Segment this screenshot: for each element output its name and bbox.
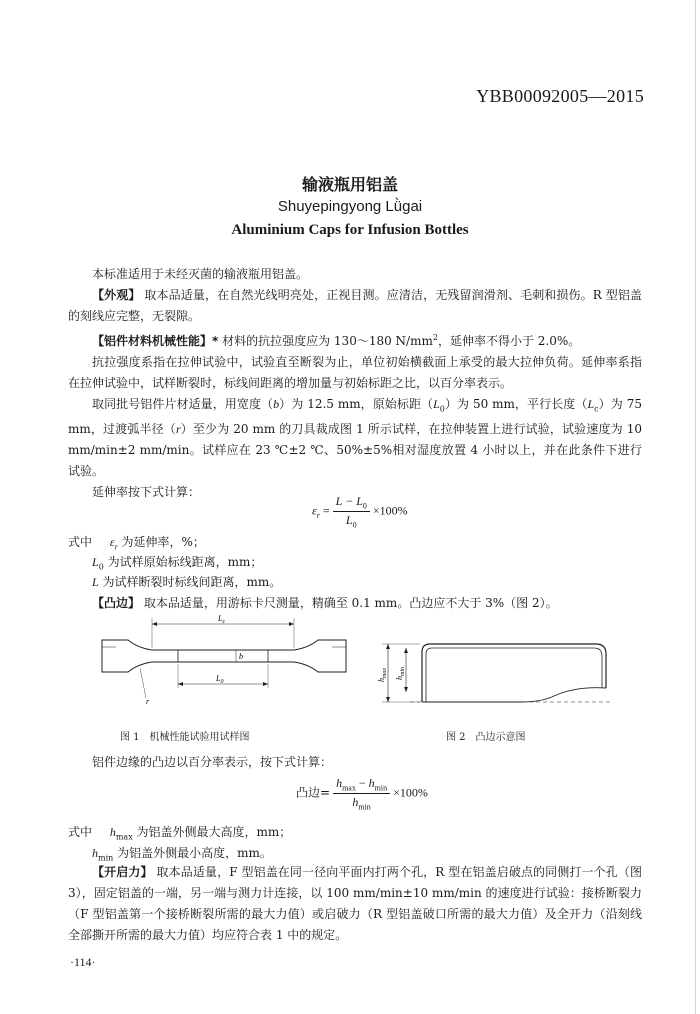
where2-text2: 为铝盖外侧最小高度，mm。 — [117, 846, 272, 860]
where2-text1: 为铝盖外侧最大高度，mm； — [136, 825, 292, 839]
arrowhead — [386, 644, 390, 649]
where1-sym3: L — [92, 575, 99, 589]
mech-heading: 【铝件材料机械性能】* — [92, 334, 219, 348]
formula2-den: h — [352, 795, 359, 810]
sampling-text-1: 取同批号铝件片材适量，用宽度（ — [92, 397, 274, 411]
convex-edge-curve — [422, 688, 606, 702]
formula1-lhs-sub: r — [316, 511, 320, 521]
arrowhead — [404, 648, 408, 653]
where2-sub2: min — [98, 853, 114, 863]
opening-heading: 【开启力】 — [92, 865, 153, 879]
where1-row3 — [92, 572, 281, 592]
arrowhead — [152, 622, 157, 626]
opening-text: 取本品适量，F 型铝盖在同一径向平面内打两个孔，R 型在铝盖启破点的同侧打一个孔（图 3），固定铝盖的一端，另一端与测力计连接，以 100 mm/min±10 mm/min 的速度进行试验：接桥断裂力（F 型铝盖第一个接桥断裂所需的最大力值）或启破力（R 型铝盖破口所需的最大力值）及全开力（沿刻线全部撕开所需的最大力值）均应符合表 1 中的规定。 — [68, 865, 642, 942]
elongation-formula — [312, 494, 408, 530]
opening-block — [68, 862, 642, 946]
arrowhead — [289, 622, 294, 626]
intro-paragraph: 本标准适用于未经灭菌的输液瓶用铝盖。 — [92, 267, 309, 281]
formula1-lhs: ε — [312, 503, 317, 518]
figure2-convex-drawing — [370, 630, 620, 715]
formula2-num-b-sub: min — [374, 783, 388, 793]
var-L0: L — [433, 397, 440, 411]
mech-text: 材料的抗拉强度应为 130～180 N/mm — [222, 334, 433, 348]
formula1-tail: ×100% — [372, 503, 408, 518]
page-edge — [695, 0, 696, 1014]
sampling-text-3: ）为 50 mm，平行长度（ — [444, 397, 588, 411]
formula1-num-sub: 0 — [362, 501, 367, 511]
elongation-intro: 延伸率按下式计算： — [92, 485, 201, 500]
formula2-lhs: 凸边= — [296, 785, 331, 800]
opening-paragraph — [68, 862, 642, 946]
convex-paragraph — [92, 593, 558, 613]
formula2-num-a: h — [336, 776, 343, 790]
sampling-text-4: ）为 75 mm，过渡弧半径（ — [68, 397, 642, 437]
formula2-fraction — [333, 776, 390, 812]
formula2-num-b: h — [368, 776, 375, 790]
where2-sym1: h — [109, 825, 116, 839]
formula2-minus: − — [355, 776, 369, 790]
formula1-fraction — [333, 494, 370, 530]
specimen-outline — [102, 640, 346, 672]
arrowhead — [404, 687, 408, 692]
appearance-paragraph — [68, 285, 642, 327]
where1-text2: 为试样原始标线距离，mm； — [107, 555, 263, 569]
where2-sym2: h — [92, 846, 98, 860]
convex-text: 取本品适量，用游标卡尺测量，精确至 0.1 mm。凸边应不大于 3%（图 2）。 — [143, 596, 558, 610]
var-r: r — [175, 422, 181, 437]
label-Lc: $L_c$ — [218, 614, 226, 625]
convex-heading: 【凸边】 — [92, 596, 141, 610]
formula1-numerator: L − L — [335, 494, 363, 508]
title-pinyin: Shuyepingyong Lǜgai — [277, 198, 423, 215]
label-r: r — [146, 697, 150, 706]
where1-sym1: ε — [109, 535, 115, 549]
var-b: b — [273, 397, 280, 411]
figure1-specimen-drawing — [96, 612, 366, 712]
mech-text-after: ，延伸率不得小于 2.0%。 — [437, 334, 581, 348]
where1-label: 式中 — [68, 535, 93, 549]
tensile-definition-paragraph: 抗拉强度系指在拉伸试验中，试验直至断裂为止，单位初始横截面上承受的最大拉伸负荷。延伸率系指在拉伸试验中，试样断裂时，标线间距离的增加量与初始标距之比，以百分率表示。 — [68, 355, 642, 390]
arrowhead — [386, 697, 390, 702]
var-Lc: L — [587, 397, 595, 411]
page-number: ·114· — [70, 955, 96, 969]
where1-sym2: L — [92, 555, 99, 569]
figure1-caption: 图 1 机械性能试验用试样图 — [120, 732, 250, 743]
title-chinese: 输液瓶用铝盖 — [301, 175, 398, 194]
appearance-heading: 【外观】 — [92, 288, 141, 302]
body-text-block — [68, 264, 642, 503]
label-hmin: $h_{min}$ — [395, 667, 406, 680]
appearance-text: 取本品适量，在自然光线明亮处，正视目测。应清洁，无残留润滑剂、毛刺和损伤。R 型铝盖的刻线应完整，无裂隙。 — [68, 288, 642, 323]
radius-leader — [140, 668, 146, 698]
label-b: b — [239, 652, 243, 661]
sampling-text-5: ）至少为 20 mm 的刀具裁成图 1 所示试样，在拉伸装置上进行试验，试验速度为 10 mm/min±2 mm/min。试样应在 23 ℃±2 ℃、50%±5%相对湿度放置 4 小时以上，并在此条件下进行试验。 — [68, 422, 642, 479]
arrowhead — [178, 682, 183, 686]
title-english: Aluminium Caps for Infusion Bottles — [231, 222, 469, 238]
where1-sub2: 0 — [98, 562, 104, 572]
label-hmax: $h_{max}$ — [377, 668, 388, 682]
mech-sup: 2 — [432, 333, 438, 342]
convex-formula — [296, 776, 428, 812]
cap-profile-inner — [426, 648, 602, 702]
arrowhead — [263, 682, 268, 686]
cap-profile-outer — [422, 644, 606, 702]
sampling-paragraph — [68, 394, 642, 482]
sub-c: c — [594, 404, 599, 414]
convex-calc-intro: 铝件边缘的凸边以百分率表示，按下式计算： — [92, 755, 333, 769]
sub-0: 0 — [439, 404, 445, 414]
where1-text1: 为延伸率，%； — [121, 535, 205, 549]
formula1-denominator: L — [345, 513, 353, 528]
where2-label: 式中 — [68, 825, 93, 839]
where2-sub1: max — [115, 832, 133, 842]
figure2-caption: 图 2 凸边示意图 — [446, 732, 526, 743]
formula2-tail: ×100% — [393, 785, 428, 800]
label-L0: $L_0$ — [216, 674, 224, 685]
standard-code: YBB00092005—2015 — [476, 86, 644, 106]
sampling-text-2: ）为 12.5 mm，原始标距（ — [279, 397, 434, 411]
formula1-den-sub: 0 — [352, 520, 357, 530]
where1-sub1: r — [114, 542, 118, 552]
mech-paragraph — [68, 327, 642, 352]
formula2-num-a-sub: max — [342, 783, 356, 793]
formula2-den-sub: min — [358, 802, 371, 812]
where1-text3: 为试样断裂时标线间距离，mm。 — [102, 575, 282, 589]
formula1-eq: = — [322, 503, 330, 518]
